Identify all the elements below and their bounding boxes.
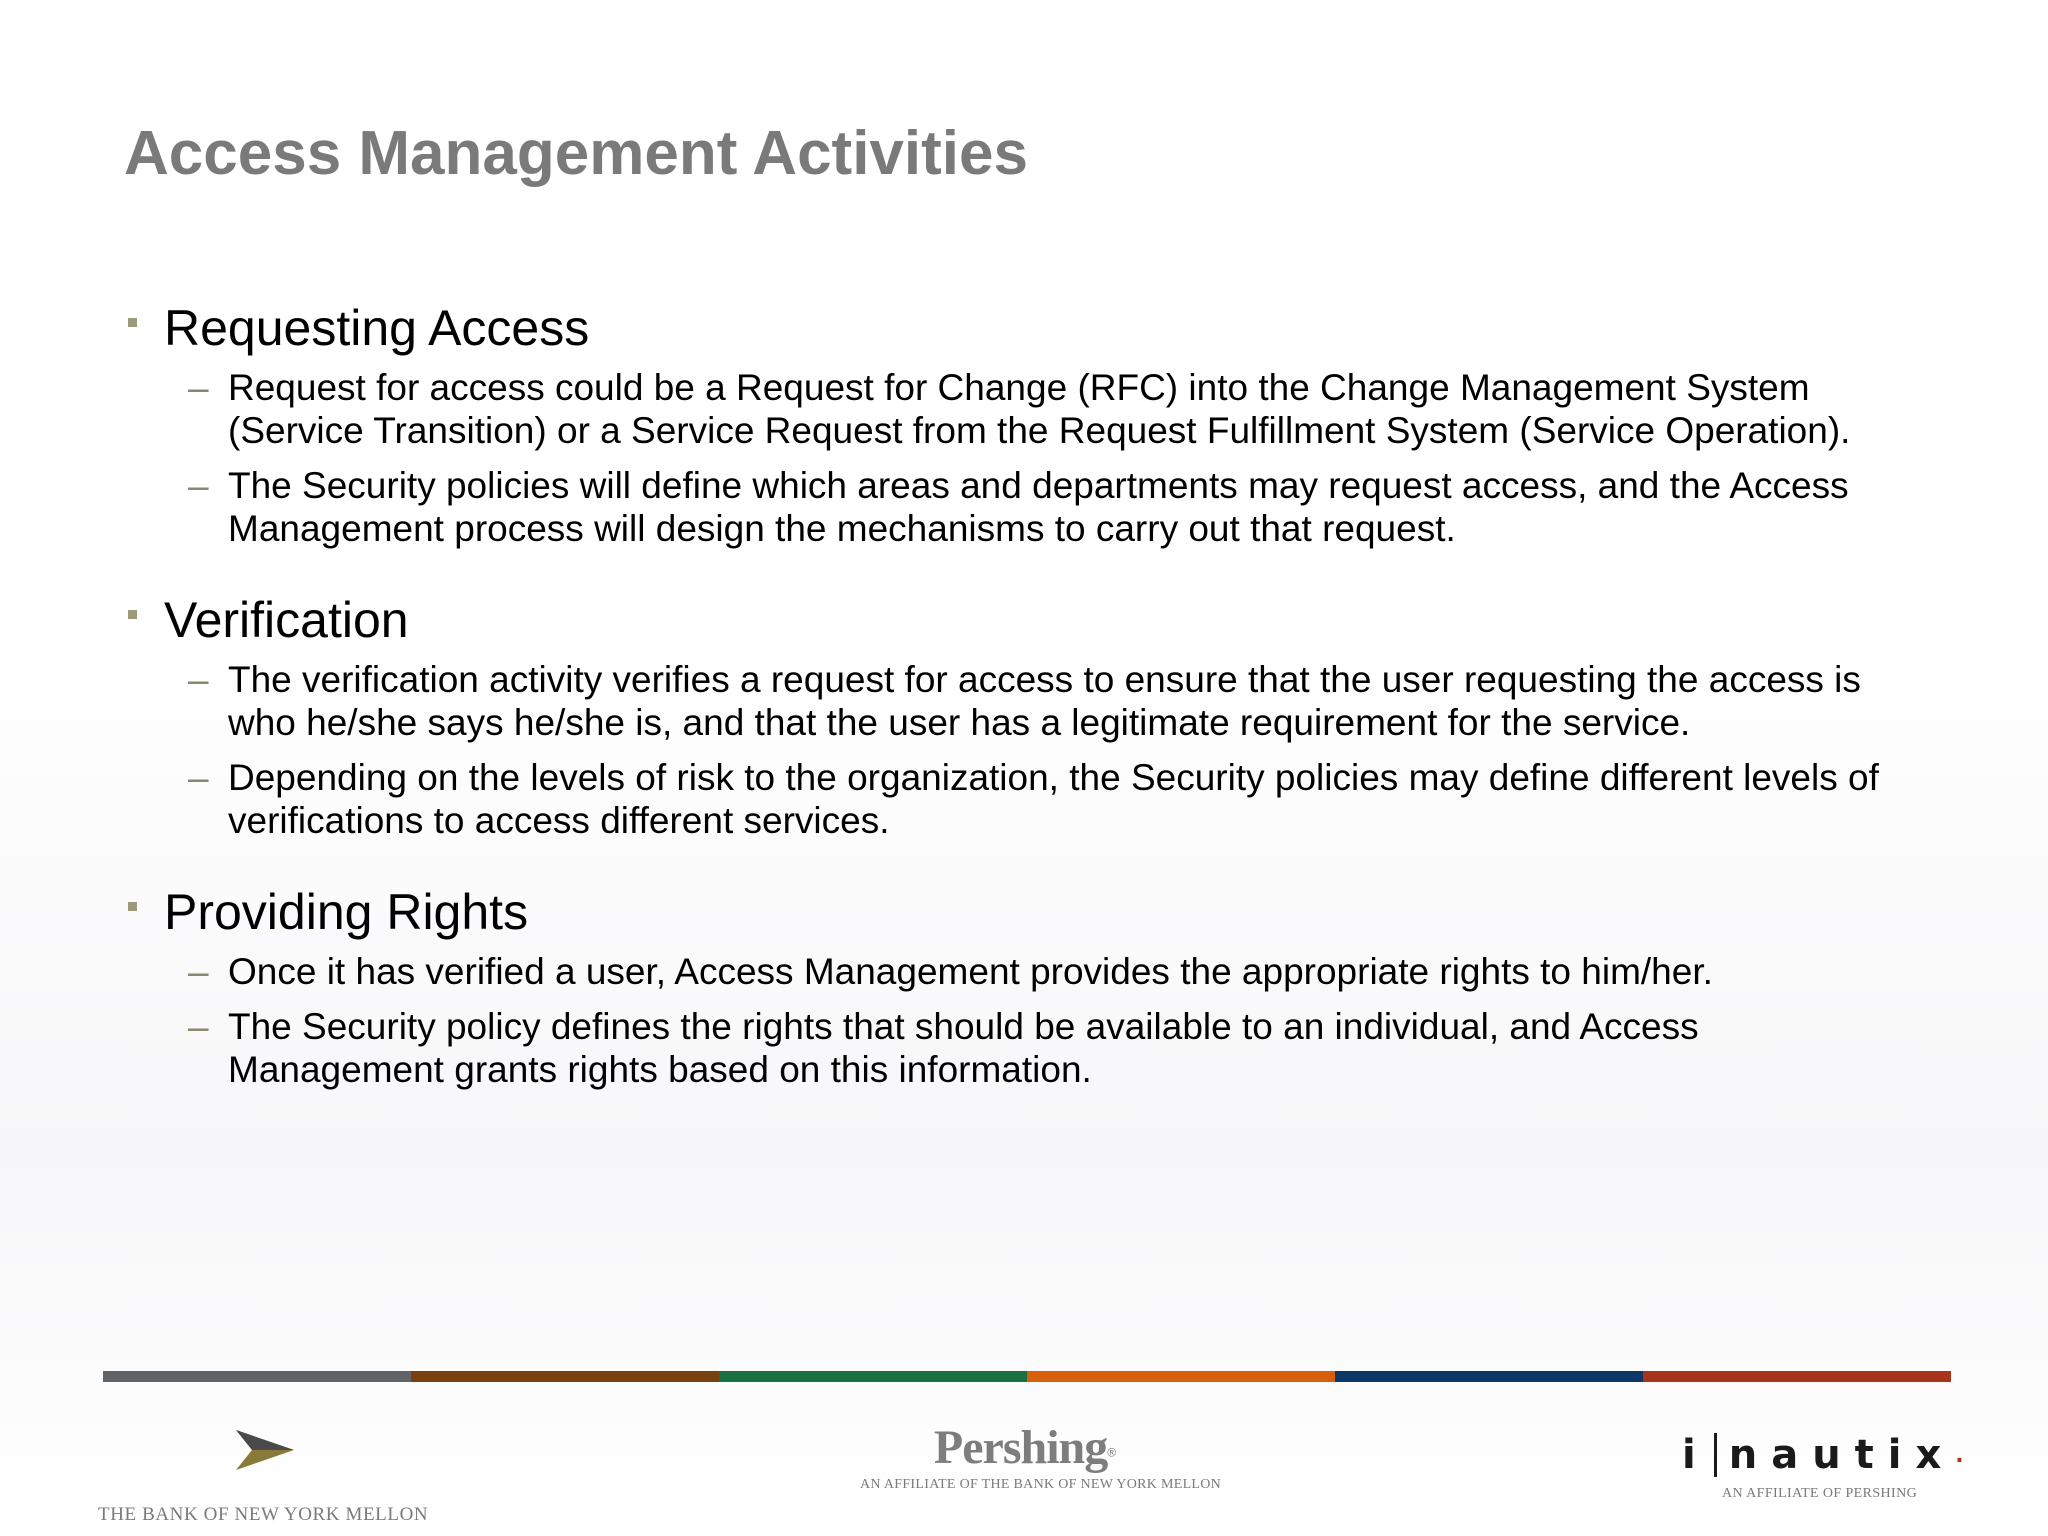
section-requesting-access [124,296,1944,550]
slide-content [124,296,1944,1129]
square-bullet-icon [128,610,137,619]
dash-bullet-icon: – [188,465,209,506]
pershing-logo [860,1420,1222,1493]
inautix-logo [1682,1432,1972,1502]
sub-item [124,756,1944,842]
pershing-affiliate-text: AN AFFILIATE OF THE BANK OF NEW YORK MELLON [860,1477,1222,1492]
bny-arrow-icon [236,1428,294,1472]
registered-mark: ® [1107,1445,1117,1460]
section-heading-text: Providing Rights [164,884,529,940]
dash-bullet-icon: – [188,951,209,992]
sub-item-text: The Security policy defines the rights that should be available to an individual, and Access Management grants rights based on this information. [228,1006,1699,1090]
sub-item [124,950,1944,993]
section-heading-text: Verification [164,592,409,648]
inautix-wordmark [1682,1432,1972,1478]
slide-title: Access Management Activities [124,119,1028,188]
sub-item [124,1005,1944,1091]
section-heading [124,880,1944,944]
sub-list [124,366,1944,550]
footer [0,1400,2048,1536]
inautix-divider [1714,1433,1717,1477]
sub-item-text: Depending on the levels of risk to the organization, the Security policies may define different levels of verifications to access different services. [228,757,1879,841]
pershing-name: Pershing [933,1421,1108,1474]
inautix-affiliate-text: AN AFFILIATE OF PERSHING [1722,1486,1918,1501]
color-bar-segment [1335,1371,1643,1382]
dash-bullet-icon: – [188,367,209,408]
dash-bullet-icon: – [188,757,209,798]
sub-item-text: Once it has verified a user, Access Management provides the appropriate rights to him/her. [228,951,1713,992]
dash-bullet-icon: – [188,1006,209,1047]
inautix-i: i [1682,1432,1710,1478]
sub-item [124,658,1944,744]
sub-item-text: Request for access could be a Request for Change (RFC) into the Change Management System (Service Transition) or a Service Request from the Request Fulfillment System (Service Operation). [228,367,1851,451]
color-bar-segment [1643,1371,1951,1382]
footer-color-bar [103,1371,1951,1382]
color-bar-segment [411,1371,719,1382]
sub-list [124,950,1944,1091]
color-bar-segment [1027,1371,1335,1382]
sub-item [124,366,1944,452]
inautix-rest: nautix [1728,1432,1956,1478]
sub-item-text: The Security policies will define which areas and departments may request access, and the Access Management process will design the mechanisms to carry out that request. [228,465,1849,549]
inautix-mark: . [1955,1442,1964,1468]
section-verification [124,588,1944,842]
color-bar-segment [103,1371,411,1382]
sub-list [124,658,1944,842]
square-bullet-icon [128,318,137,327]
sub-item [124,464,1944,550]
square-bullet-icon [128,902,137,911]
dash-bullet-icon: – [188,659,209,700]
section-heading [124,588,1944,652]
color-bar-segment [719,1371,1027,1382]
sub-item-text: The verification activity verifies a request for access to ensure that the user requesting the access is who he/she says he/she is, and that the user has a legitimate requirement for the service. [228,659,1861,743]
section-providing-rights [124,880,1944,1091]
section-heading [124,296,1944,360]
bny-mellon-text: THE BANK OF NEW YORK MELLON [98,1504,429,1525]
section-heading-text: Requesting Access [164,300,590,356]
